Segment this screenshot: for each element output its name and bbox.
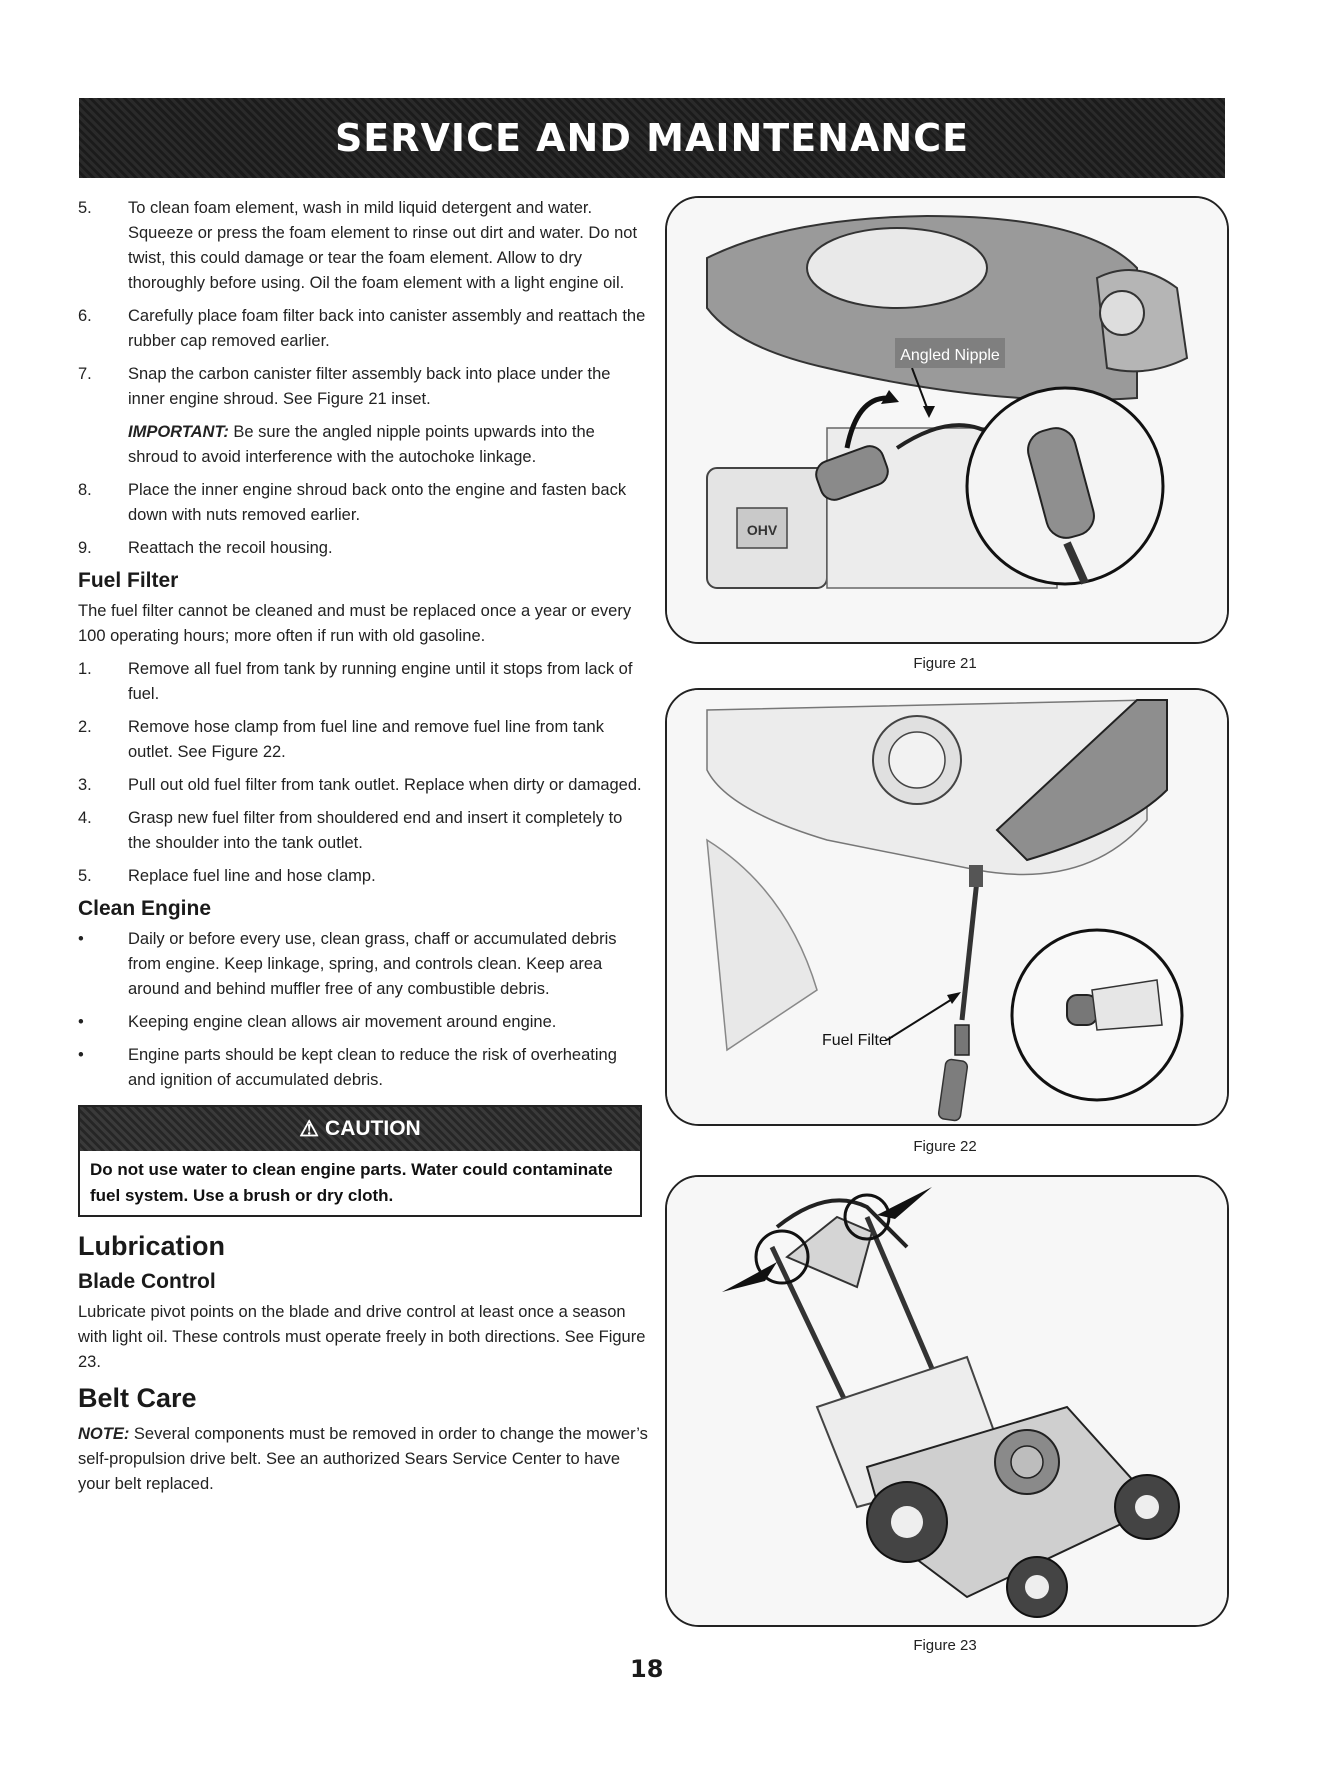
- warning-triangle-icon: ⚠: [299, 1116, 320, 1141]
- item-text: Remove hose clamp from fuel line and remove fuel line from tank outlet. See Figure 22.: [128, 718, 604, 761]
- clean-engine-heading: Clean Engine: [78, 897, 212, 920]
- bullet-text: Daily or before every use, clean grass, chaff or accumulated debris from engine. Keep linkage, spring, and controls clean. Keep area around and behind muffler free of any combustible debris.: [128, 930, 617, 998]
- item-number: 8.: [78, 481, 92, 499]
- list-item: [78, 806, 648, 856]
- section-title: SERVICE AND MAINTENANCE: [334, 116, 970, 160]
- list-item: [78, 657, 648, 707]
- item-number: 5.: [78, 199, 92, 217]
- note-label: NOTE:: [78, 1425, 130, 1443]
- important-label: IMPORTANT:: [128, 423, 229, 441]
- item-number: 5.: [78, 867, 92, 885]
- item-number: 9.: [78, 539, 92, 557]
- item-text: Place the inner engine shroud back onto the engine and fasten back down with nuts removed earlier.: [128, 481, 627, 524]
- fuel-filter-label: Fuel Filter: [822, 1032, 894, 1049]
- angled-nipple-label: Angled Nipple: [900, 347, 1000, 364]
- note-text: Several components must be removed in order to change the mower’s self-propulsion drive belt. See an authorized Sears Service Center to have your belt replaced.: [78, 1425, 648, 1493]
- item-text: Grasp new fuel filter from shouldered end and insert it completely to the shoulder into the tank outlet.: [128, 809, 623, 852]
- list-item: [78, 304, 648, 354]
- item-number: 4.: [78, 809, 92, 827]
- item-number: 6.: [78, 307, 92, 325]
- belt-care-note: [78, 1422, 648, 1497]
- item-text: Carefully place foam filter back into canister assembly and reattach the rubber cap removed earlier.: [128, 307, 646, 350]
- item-text: Remove all fuel from tank by running engine until it stops from lack of fuel.: [128, 660, 633, 703]
- important-text: Be sure the angled nipple points upwards into the shroud to avoid interference with the autochoke linkage.: [128, 423, 595, 466]
- blade-control-heading: Blade Control: [78, 1270, 216, 1293]
- item-number: 7.: [78, 365, 92, 383]
- list-item: [78, 362, 648, 412]
- list-item: [78, 715, 648, 765]
- ohv-badge: OHV: [746, 522, 778, 538]
- figure-23: [665, 1175, 1229, 1627]
- caution-header: [80, 1107, 640, 1151]
- item-number: 3.: [78, 776, 92, 794]
- list-item: [78, 196, 648, 296]
- figure-21: [665, 196, 1229, 644]
- list-item: [78, 773, 648, 798]
- bullet-mark: •: [78, 930, 84, 948]
- figure-22: [665, 688, 1229, 1126]
- page-number: 18: [630, 1655, 664, 1683]
- fuel-filter-intro: The fuel filter cannot be cleaned and must be replaced once a year or every 100 operating hours; more often if run with old gasoline.: [78, 602, 632, 645]
- section-header: [79, 98, 1225, 178]
- caution-title: CAUTION: [325, 1117, 421, 1140]
- figure-22-caption: Figure 22: [913, 1138, 977, 1155]
- left-column: [78, 196, 648, 1505]
- caution-text: Do not use water to clean engine parts. Water could contaminate fuel system. Use a brush or dry cloth.: [90, 1160, 613, 1205]
- item-text: Pull out old fuel filter from tank outlet. Replace when dirty or damaged.: [128, 776, 642, 794]
- bullet-item: [78, 1043, 648, 1093]
- list-item: [78, 478, 648, 528]
- important-note: [128, 420, 648, 470]
- figure-21-caption: Figure 21: [913, 655, 977, 672]
- item-text: To clean foam element, wash in mild liquid detergent and water. Squeeze or press the foam element to rinse out dirt and water. Do not twist, this could damage or tear the foam element. Allow to dry thoroughly before using. Oil the foam element with a light engine oil.: [128, 199, 638, 292]
- bullet-text: Keeping engine clean allows air movement around engine.: [128, 1013, 557, 1031]
- bullet-item: [78, 927, 648, 1002]
- bullet-mark: •: [78, 1046, 84, 1064]
- bullet-text: Engine parts should be kept clean to reduce the risk of overheating and ignition of accumulated debris.: [128, 1046, 617, 1089]
- figure-22-illustration: [667, 690, 1227, 1124]
- caution-box: [78, 1105, 642, 1217]
- fuel-filter-heading: Fuel Filter: [78, 569, 179, 592]
- list-item: [78, 536, 648, 561]
- bullet-item: [78, 1010, 648, 1035]
- item-number: 2.: [78, 718, 92, 736]
- figure-21-illustration: [667, 198, 1227, 642]
- item-text: Snap the carbon canister filter assembly back into place under the inner engine shroud. See Figure 21 inset.: [128, 365, 611, 408]
- item-text: Reattach the recoil housing.: [128, 539, 333, 557]
- figure-23-caption: Figure 23: [913, 1637, 977, 1654]
- bullet-mark: •: [78, 1013, 84, 1031]
- lubrication-heading: Lubrication: [78, 1231, 225, 1261]
- list-item: [78, 864, 648, 889]
- figure-23-illustration: [667, 1177, 1227, 1625]
- lubrication-text: Lubricate pivot points on the blade and drive control at least once a season with light oil. These controls must operate freely in both directions. See Figure 23.: [78, 1303, 646, 1371]
- item-number: 1.: [78, 660, 92, 678]
- item-text: Replace fuel line and hose clamp.: [128, 867, 376, 885]
- belt-care-heading: Belt Care: [78, 1383, 197, 1413]
